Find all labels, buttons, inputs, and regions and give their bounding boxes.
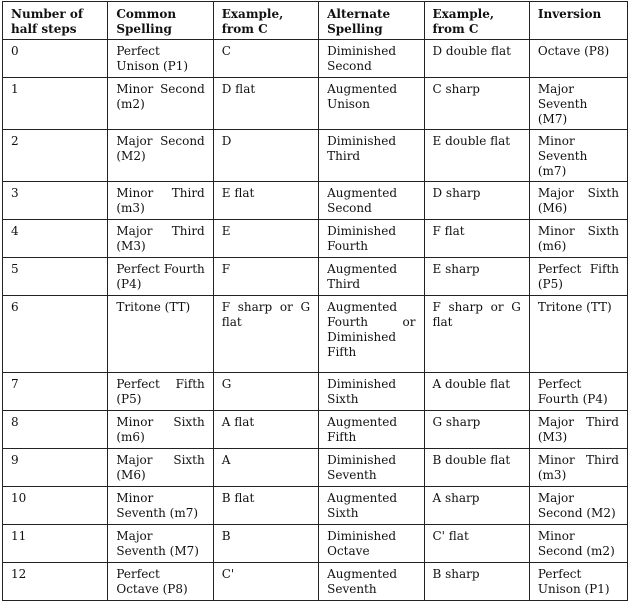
header-common-spelling: Common Spelling xyxy=(108,2,213,40)
cell-example-common: F xyxy=(213,258,318,296)
cell-example-alternate: C sharp xyxy=(424,78,529,130)
cell-half-steps: 7 xyxy=(3,373,108,411)
cell-inversion: Perfect Fifth (P5) xyxy=(529,258,627,296)
cell-alternate-spelling: Augmented Fourth or Diminished Fifth xyxy=(319,296,424,373)
cell-example-common: A flat xyxy=(213,411,318,449)
table-row xyxy=(3,373,628,411)
cell-half-steps: 0 xyxy=(3,40,108,78)
header-alternate-spelling: Alternate Spelling xyxy=(319,2,424,40)
cell-example-common: D xyxy=(213,130,318,182)
cell-half-steps: 10 xyxy=(3,487,108,525)
cell-example-common: B xyxy=(213,525,318,563)
cell-inversion: Major Third (M3) xyxy=(529,411,627,449)
cell-half-steps: 1 xyxy=(3,78,108,130)
header-example-common: Example, from C xyxy=(213,2,318,40)
cell-example-common: F sharp or G flat xyxy=(213,296,318,373)
cell-common-spelling: Major Third (M3) xyxy=(108,220,213,258)
cell-example-alternate: F flat xyxy=(424,220,529,258)
cell-common-spelling: Minor Seventh (m7) xyxy=(108,487,213,525)
cell-alternate-spelling: Diminished Octave xyxy=(319,525,424,563)
cell-inversion: Major Second (M2) xyxy=(529,487,627,525)
cell-alternate-spelling: Augmented Sixth xyxy=(319,487,424,525)
interval-table xyxy=(2,1,628,601)
cell-alternate-spelling: Augmented Seventh xyxy=(319,563,424,601)
cell-common-spelling: Minor Second (m2) xyxy=(108,78,213,130)
cell-example-alternate: D double flat xyxy=(424,40,529,78)
table-row xyxy=(3,130,628,182)
cell-example-alternate: D sharp xyxy=(424,182,529,220)
cell-common-spelling: Major Sixth (M6) xyxy=(108,449,213,487)
cell-alternate-spelling: Diminished Fourth xyxy=(319,220,424,258)
cell-inversion: Minor Sixth (m6) xyxy=(529,220,627,258)
cell-half-steps: 8 xyxy=(3,411,108,449)
cell-half-steps: 3 xyxy=(3,182,108,220)
cell-alternate-spelling: Augmented Second xyxy=(319,182,424,220)
cell-example-alternate: A double flat xyxy=(424,373,529,411)
cell-inversion: Minor Second (m2) xyxy=(529,525,627,563)
cell-example-common: D flat xyxy=(213,78,318,130)
cell-example-common: C xyxy=(213,40,318,78)
cell-example-alternate: B double flat xyxy=(424,449,529,487)
table-row xyxy=(3,220,628,258)
table-row xyxy=(3,525,628,563)
table-row xyxy=(3,411,628,449)
table-row xyxy=(3,258,628,296)
cell-half-steps: 5 xyxy=(3,258,108,296)
cell-half-steps: 11 xyxy=(3,525,108,563)
cell-example-alternate: F sharp or G flat xyxy=(424,296,529,373)
cell-example-common: G xyxy=(213,373,318,411)
cell-common-spelling: Major Seventh (M7) xyxy=(108,525,213,563)
cell-example-alternate: A sharp xyxy=(424,487,529,525)
cell-example-common: C' xyxy=(213,563,318,601)
cell-inversion: Tritone (TT) xyxy=(529,296,627,373)
cell-half-steps: 12 xyxy=(3,563,108,601)
cell-example-alternate: E double flat xyxy=(424,130,529,182)
cell-common-spelling: Minor Sixth (m6) xyxy=(108,411,213,449)
cell-half-steps: 6 xyxy=(3,296,108,373)
cell-inversion: Major Sixth (M6) xyxy=(529,182,627,220)
cell-half-steps: 4 xyxy=(3,220,108,258)
cell-inversion: Minor Seventh (m7) xyxy=(529,130,627,182)
cell-inversion: Perfect Unison (P1) xyxy=(529,563,627,601)
table-row xyxy=(3,182,628,220)
cell-example-alternate: G sharp xyxy=(424,411,529,449)
table-row xyxy=(3,40,628,78)
table-row xyxy=(3,487,628,525)
table-row xyxy=(3,449,628,487)
cell-inversion: Minor Third (m3) xyxy=(529,449,627,487)
cell-half-steps: 9 xyxy=(3,449,108,487)
cell-common-spelling: Minor Third (m3) xyxy=(108,182,213,220)
cell-alternate-spelling: Diminished Sixth xyxy=(319,373,424,411)
cell-common-spelling: Perfect Octave (P8) xyxy=(108,563,213,601)
cell-alternate-spelling: Augmented Third xyxy=(319,258,424,296)
cell-alternate-spelling: Diminished Second xyxy=(319,40,424,78)
cell-alternate-spelling: Augmented Fifth xyxy=(319,411,424,449)
cell-example-alternate: C' flat xyxy=(424,525,529,563)
table-row xyxy=(3,563,628,601)
cell-common-spelling: Perfect Unison (P1) xyxy=(108,40,213,78)
cell-inversion: Perfect Fourth (P4) xyxy=(529,373,627,411)
table-row xyxy=(3,296,628,373)
header-row xyxy=(3,2,628,40)
cell-example-common: A xyxy=(213,449,318,487)
cell-alternate-spelling: Diminished Third xyxy=(319,130,424,182)
header-half-steps: Number of half steps xyxy=(3,2,108,40)
cell-common-spelling: Tritone (TT) xyxy=(108,296,213,373)
cell-common-spelling: Perfect Fifth (P5) xyxy=(108,373,213,411)
cell-inversion: Octave (P8) xyxy=(529,40,627,78)
header-inversion: Inversion xyxy=(529,2,627,40)
cell-alternate-spelling: Augmented Unison xyxy=(319,78,424,130)
header-example-alternate: Example, from C xyxy=(424,2,529,40)
cell-common-spelling: Major Second (M2) xyxy=(108,130,213,182)
cell-common-spelling: Perfect Fourth (P4) xyxy=(108,258,213,296)
cell-half-steps: 2 xyxy=(3,130,108,182)
table-row xyxy=(3,78,628,130)
cell-inversion: Major Seventh (M7) xyxy=(529,78,627,130)
cell-alternate-spelling: Diminished Seventh xyxy=(319,449,424,487)
cell-example-common: E flat xyxy=(213,182,318,220)
cell-example-alternate: B sharp xyxy=(424,563,529,601)
cell-example-common: B flat xyxy=(213,487,318,525)
cell-example-alternate: E sharp xyxy=(424,258,529,296)
cell-example-common: E xyxy=(213,220,318,258)
